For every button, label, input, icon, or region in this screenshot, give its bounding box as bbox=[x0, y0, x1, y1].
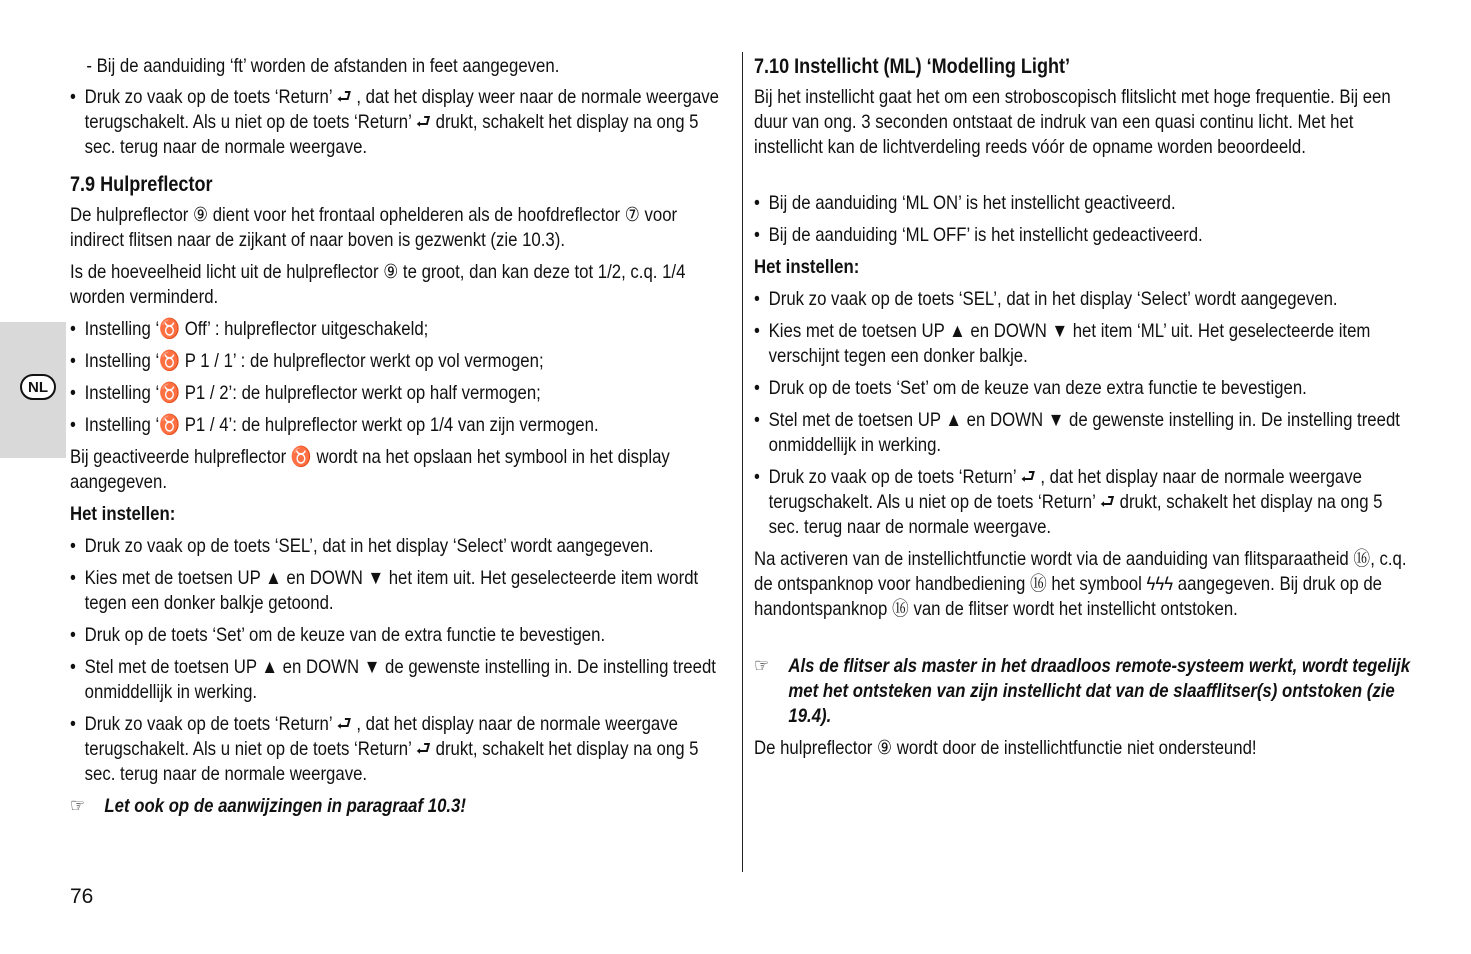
bullet-dot: • bbox=[754, 409, 760, 431]
page-number: 76 bbox=[70, 885, 94, 908]
bullet-dot: • bbox=[754, 466, 760, 488]
setting-p12: • Instelling ‘♉ P1 / 2’: de hulpreflector werkt op half vermogen; bbox=[70, 382, 541, 404]
note-10-3: ☞ Let ook op de aanwijzingen in paragraaf 10.3! bbox=[70, 795, 466, 817]
setting-p14: • Instelling ‘♉ P1 / 4’: de hulpreflector werkt op 1/4 van zijn vermogen. bbox=[70, 414, 599, 436]
para-hoeveelheid: Is de hoeveelheid licht uit de hulpreflector ⑨ te groot, dan kan deze tot 1/2, c.q. 1/4 worden verminderd. bbox=[70, 261, 686, 308]
bullet-dot: • bbox=[70, 656, 76, 678]
bullet-dot: • bbox=[754, 377, 760, 399]
bullet-return: • Druk zo vaak op de toets ‘Return’ ⮐ , dat het display weer naar de normale weergave terugschakelt. Als u niet op de toets ‘Return’ ⮐ drukt, schakelt het display na ong 5 sec. terug naar de normale weergave. bbox=[70, 86, 719, 158]
para-geactiveerd: Bij geactiveerde hulpreflector ♉ wordt na het opslaan het symbool in het display aangegeven. bbox=[70, 446, 670, 493]
language-badge: NL bbox=[20, 374, 56, 400]
para-hulpreflector: De hulpreflector ⑨ dient voor het frontaal ophelderen als de hoofdreflector ⑦ voor indirect flitsen naar de zijkant of naar boven is gezwenkt (zie 10.3). bbox=[70, 204, 678, 251]
column-divider bbox=[742, 52, 743, 872]
bullet-dot: • bbox=[754, 288, 760, 310]
sub-het-instellen: Het instellen: bbox=[70, 503, 176, 525]
step-2: • Kies met de toetsen UP ▲ en DOWN ▼ het item ‘ML’ uit. Het geselecteerde item verschijnt tegen een donker balkje. bbox=[754, 320, 1371, 367]
step-5: • Druk zo vaak op de toets ‘Return’ ⮐ , dat het display naar de normale weergave terugschakelt. Als u niet op de toets ‘Return’ ⮐ drukt, schakelt het display na ong 5 sec. terug naar de normale weergave. bbox=[70, 713, 699, 785]
bullet-dot: • bbox=[70, 713, 76, 735]
para-niet-ondersteund: De hulpreflector ⑨ wordt door de instellichtfunctie niet ondersteund! bbox=[754, 737, 1257, 759]
sub-het-instellen: Het instellen: bbox=[754, 256, 860, 278]
pointing-hand-icon: ☞ bbox=[70, 795, 86, 817]
bullet-dot: • bbox=[70, 318, 76, 340]
bullet-dot: • bbox=[754, 320, 760, 342]
step-5: • Druk zo vaak op de toets ‘Return’ ⮐ , dat het display naar de normale weergave terugschakelt. Als u niet op de toets ‘Return’ ⮐ drukt, schakelt het display na ong 5 sec. terug naar de normale weergave. bbox=[754, 466, 1383, 538]
bullet-dot: • bbox=[70, 414, 76, 436]
ml-on: • Bij de aanduiding ‘ML ON’ is het instellicht geactiveerd. bbox=[754, 192, 1176, 214]
step-1: • Druk zo vaak op de toets ‘SEL’, dat in het display ‘Select’ wordt aangegeven. bbox=[754, 288, 1338, 310]
section-title-7-9: 7.9 Hulpreflector bbox=[70, 173, 213, 196]
step-4: • Stel met de toetsen UP ▲ en DOWN ▼ de gewenste instelling in. De instelling treedt onmiddellijk in werking. bbox=[70, 656, 716, 703]
bullet-dot: • bbox=[70, 86, 76, 108]
bullet-dot: • bbox=[70, 535, 76, 557]
ml-off: • Bij de aanduiding ‘ML OFF’ is het instellicht gedeactiveerd. bbox=[754, 224, 1203, 246]
bullet-dot: • bbox=[70, 567, 76, 589]
section-title-7-10: 7.10 Instellicht (ML) ‘Modelling Light’ bbox=[754, 55, 1071, 78]
para-instellicht: Bij het instellicht gaat het om een stroboscopisch flitslicht met hoge frequentie. Bij een duur van ong. 3 seconden ontstaat de indruk van een quasi continu licht. Met het instellicht kan de lichtverdeling reeds vóór de opname worden beoordeeld. bbox=[754, 86, 1391, 158]
bullet-dot: • bbox=[70, 624, 76, 646]
step-3: • Druk op de toets ‘Set’ om de keuze van de extra functie te bevestigen. bbox=[70, 624, 606, 646]
dash-ft: - Bij de aanduiding ‘ft’ worden de afstanden in feet aangegeven. bbox=[86, 55, 560, 77]
step-2: • Kies met de toetsen UP ▲ en DOWN ▼ het item uit. Het geselecteerde item wordt tegen een donker balkje getoond. bbox=[70, 567, 699, 614]
step-4: • Stel met de toetsen UP ▲ en DOWN ▼ de gewenste instelling in. De instelling treedt onmiddellijk in werking. bbox=[754, 409, 1400, 456]
para-activeren: Na activeren van de instellichtfunctie wordt via de aanduiding van flitsparaatheid ⑯, c.q. de ontspanknop voor handbediening ⑯ het symbool ϟϟϟ aangegeven. Bij druk op de handontspanknop ⑯ van de flitser wordt het instellicht ontstoken. bbox=[754, 548, 1407, 620]
setting-p11: • Instelling ‘♉ P 1 / 1’ : de hulpreflector werkt op vol vermogen; bbox=[70, 350, 544, 372]
pointing-hand-icon: ☞ bbox=[754, 655, 770, 677]
bullet-dot: • bbox=[754, 224, 760, 246]
note-master: ☞ Als de flitser als master in het draadloos remote-systeem werkt, wordt tegelijk met het ontsteken van zijn instellicht dat van de slaafflitser(s) ontstoken (zie 19.4). bbox=[754, 655, 1411, 727]
setting-off: • Instelling ‘♉ Off’ : hulpreflector uitgeschakeld; bbox=[70, 318, 429, 340]
bullet-dot: • bbox=[70, 350, 76, 372]
bullet-dot: • bbox=[70, 382, 76, 404]
step-3: • Druk op de toets ‘Set’ om de keuze van deze extra functie te bevestigen. bbox=[754, 377, 1307, 399]
step-1: • Druk zo vaak op de toets ‘SEL’, dat in het display ‘Select’ wordt aangegeven. bbox=[70, 535, 654, 557]
bullet-dot: • bbox=[754, 192, 760, 214]
